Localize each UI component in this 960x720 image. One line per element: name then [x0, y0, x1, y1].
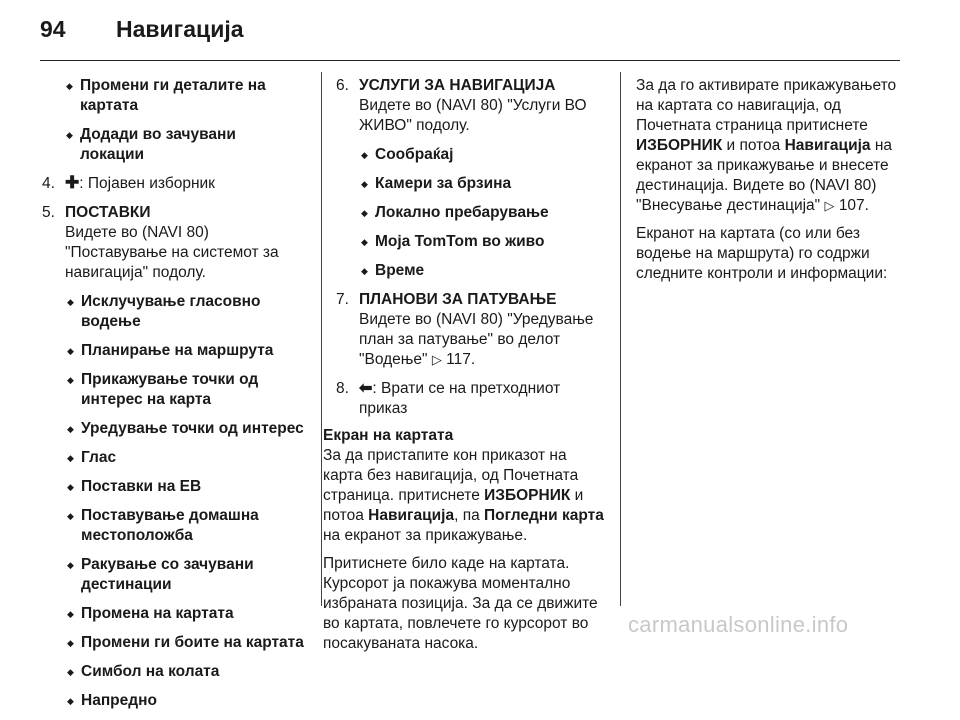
- bullet-item: ◆ Симбол на колата: [42, 662, 304, 682]
- bullet-item: ◆ Моја TomTom во живо: [336, 232, 608, 252]
- page-ref-icon: ▷: [431, 352, 442, 367]
- column-divider-1: [321, 72, 322, 606]
- item-text: : Појавен изборник: [79, 175, 215, 192]
- bullet-item: ◆ Напредно: [42, 691, 304, 711]
- item-number: 8.: [336, 380, 349, 397]
- menu-term: Погледни карта: [484, 507, 604, 524]
- item-text: : Врати се на претходниот приказ: [359, 380, 561, 417]
- bullet-item: ◆ Поставки на EB: [42, 477, 304, 497]
- item-title: ПОСТАВКИ: [65, 204, 151, 221]
- item-number: 5.: [42, 204, 55, 221]
- column-3: [636, 76, 906, 292]
- item-title: ПЛАНОВИ ЗА ПАТУВАЊЕ: [359, 291, 557, 308]
- section-heading: Екран на картата: [323, 427, 454, 444]
- bullet-item: ◆ Прикажување точки од интерес на карта: [42, 370, 304, 410]
- header-rule: [40, 60, 900, 61]
- plus-icon: ✚: [65, 173, 80, 192]
- text-run: на екранот за прикажување и внесете дестинација. Видете во (NAVI 80) "Внесување дестинација": [636, 137, 893, 214]
- bullet-item: ◆ Уредување точки од интерес: [42, 419, 304, 439]
- column-1: [42, 76, 304, 720]
- numbered-item-6: [336, 76, 608, 136]
- item-title: УСЛУГИ ЗА НАВИГАЦИЈА: [359, 77, 556, 94]
- numbered-item-4: [42, 174, 304, 194]
- description-text: Видете во (NAVI 80) "Уредување план за патување" во делот "Водење": [359, 311, 594, 368]
- menu-term: ИЗБОРНИК: [484, 487, 571, 504]
- bullet-item: ◆ Ракување со зачувани дестинации: [42, 555, 304, 595]
- paragraph: [636, 76, 906, 216]
- bullet-item: ◆ Локално пребарување: [336, 203, 608, 223]
- numbered-item-8: [336, 379, 608, 419]
- menu-term: ИЗБОРНИК: [636, 137, 723, 154]
- text-run: За да го активирате прикажувањето на картата со навигација, од Почетната страница притиснете: [636, 77, 897, 134]
- section-paragraph: Притиснете било каде на картата. Курсорот ја покажува моментално избраната позиција. За да се движите во картата, повлечете го курсорот во посакуваната насока.: [323, 555, 598, 652]
- bullet-item: ◆ Промени ги боите на картата: [42, 633, 304, 653]
- bullet-item: ◆ Додади во зачувани локации: [42, 125, 304, 165]
- page-title: Навигација: [116, 16, 244, 42]
- menu-term: Навигација: [368, 507, 455, 524]
- section-paragraph: [323, 446, 608, 546]
- item-description: Видете во (NAVI 80) "Поставување на системот за навигација" подолу.: [65, 224, 279, 281]
- item-number: 6.: [336, 77, 349, 94]
- bullet-item: ◆ Промени ги деталите на картата: [42, 76, 304, 116]
- item-number: 4.: [42, 175, 55, 192]
- page-header: [40, 16, 244, 48]
- page-ref: 117.: [446, 351, 476, 368]
- item-description: [359, 310, 608, 370]
- bullet-item: ◆ Промена на картата: [42, 604, 304, 624]
- column-divider-2: [620, 72, 621, 606]
- menu-term: Навигација: [784, 137, 871, 154]
- text-run: За да пристапите кон приказот на карта без навигација, од Почетната страница. притиснете: [323, 447, 579, 504]
- numbered-item-7: [336, 290, 608, 370]
- text-run: и потоа: [323, 487, 584, 524]
- page-ref: 107.: [838, 197, 869, 214]
- bullet-item: ◆ Исклучување гласовно водење: [42, 292, 304, 332]
- page-ref-icon: ▷: [824, 198, 835, 213]
- item-description: Видете во (NAVI 80) "Услуги ВО ЖИВО" подолу.: [359, 97, 587, 134]
- page-number: 94: [40, 16, 66, 42]
- item-number: 7.: [336, 291, 349, 308]
- map-screen-section: [323, 426, 608, 654]
- bullet-item: ◆ Сообраќај: [336, 145, 608, 165]
- text-run: , па: [454, 507, 485, 524]
- text-run: на екранот за прикажување.: [323, 527, 528, 544]
- watermark: carmanualsonline.info: [628, 612, 849, 637]
- bullet-item: ◆ Камери за брзина: [336, 174, 608, 194]
- text-run: и потоа: [722, 137, 785, 154]
- column-2: [323, 76, 608, 662]
- numbered-item-5: [42, 203, 304, 283]
- back-arrow-icon: ⬅: [359, 380, 373, 397]
- bullet-item: ◆ Време: [336, 261, 608, 281]
- bullet-item: ◆ Глас: [42, 448, 304, 468]
- bullet-item: ◆ Планирање на маршрута: [42, 341, 304, 361]
- paragraph: Екранот на картата (со или без водење на маршрута) го содржи следните контроли и информации:: [636, 225, 888, 282]
- bullet-item: ◆ Поставување домашна местоположба: [42, 506, 304, 546]
